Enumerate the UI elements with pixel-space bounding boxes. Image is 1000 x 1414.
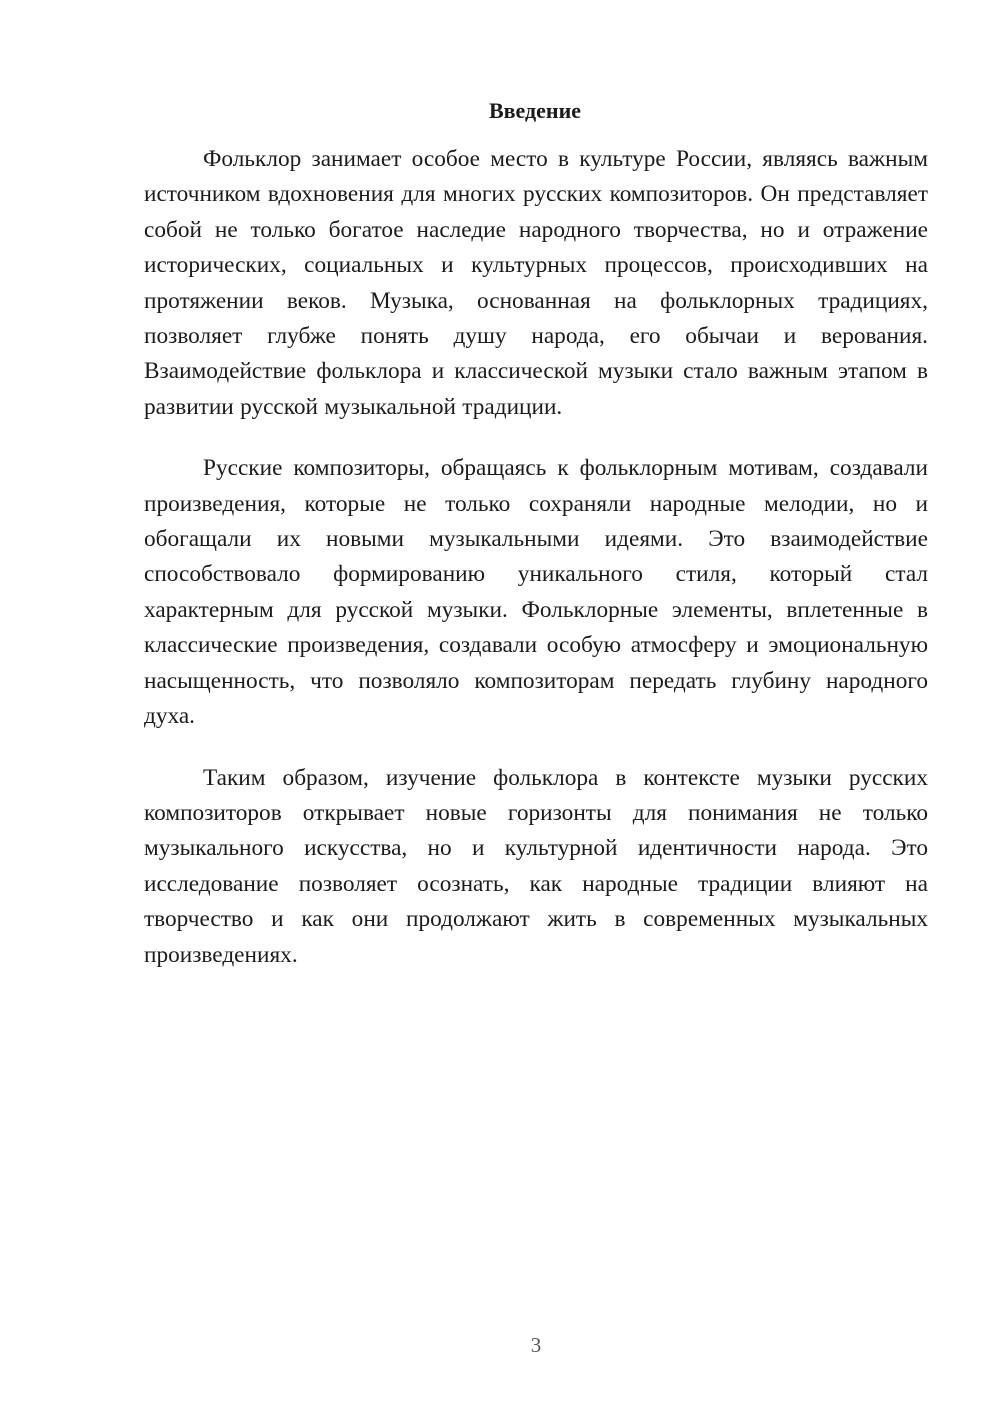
body-text	[144, 142, 928, 999]
page-number: 3	[530, 1333, 542, 1357]
paragraph-1: Фольклор занимает особое место в культуре России, являясь важным источником вдохновения для многих русских композиторов. Он представляет собой не только богатое наследие народного творчества, но и отражение исторических, социальных и культурных процессов, происходивших на протяжении веков. Музыка, основанная на фольклорных традициях, позволяет глубже понять душу народа, его обычаи и верования. Взаимодействие фольклора и классической музыки стало важным этапом в развитии русской музыкальной традиции.	[144, 146, 928, 420]
paragraph-3: Таким образом, изучение фольклора в контексте музыки русских композиторов открывает новые горизонты для понимания не только музыкального искусства, но и культурной идентичности народа. Это исследование позволяет осознать, как народные традиции влияют на творчество и как они продолжают жить в современных музыкальных произведениях.	[144, 764, 928, 968]
section-title: Введение	[488, 98, 582, 123]
paragraph-2: Русские композиторы, обращаясь к фольклорным мотивам, создавали произведения, которые не только сохраняли народные мелодии, но и обогащали их новыми музыкальными идеями. Это взаимодействие способствовало формированию уникального стиля, который стал характерным для русской музыки. Фольклорные элементы, вплетенные в классические произведения, создавали особую атмосферу и эмоциональную насыщенность, что позволяло композиторам передать глубину народного духа.	[144, 455, 928, 730]
